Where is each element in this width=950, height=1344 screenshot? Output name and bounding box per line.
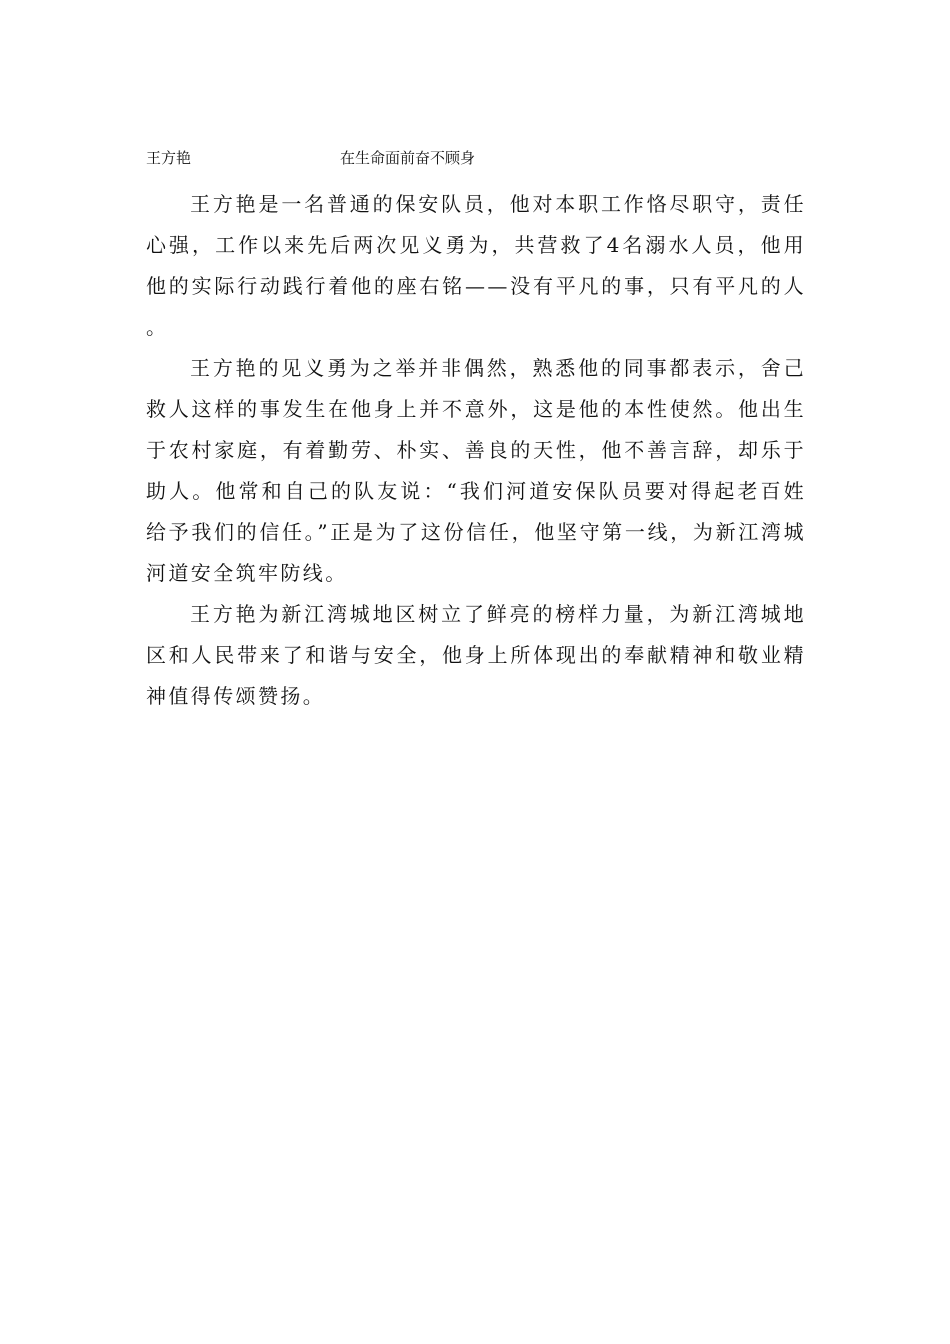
author-name: 王方艳 (146, 149, 192, 167)
article-body (146, 184, 806, 717)
paragraph-3: 王方艳为新江湾城地区树立了鲜亮的榜样力量，为新江湾城地区和人民带来了和谐与安全，他身上所体现出的奉献精神和敬业精神值得传颂赞扬。 (146, 602, 806, 708)
paragraph-1: 王方艳是一名普通的保安队员，他对本职工作恪尽职守，责任心强，工作以来先后两次见义勇为，共营救了4名溺水人员，他用他的实际行动践行着他的座右铭——没有平凡的事，只有平凡的人。 (146, 192, 806, 339)
article-title: 在生命面前奋不顾身 (340, 149, 476, 167)
document-header (146, 146, 806, 170)
paragraph-2: 王方艳的见义勇为之举并非偶然，熟悉他的同事都表示，舍己救人这样的事发生在他身上并不意外，这是他的本性使然。他出生于农村家庭，有着勤劳、朴实、善良的天性，他不善言辞，却乐于助人。他常和自己的队友说：“我们河道安保队员要对得起老百姓给予我们的信任。”正是为了这份信任，他坚守第一线，为新江湾城河道安全筑牢防线。 (146, 356, 806, 585)
